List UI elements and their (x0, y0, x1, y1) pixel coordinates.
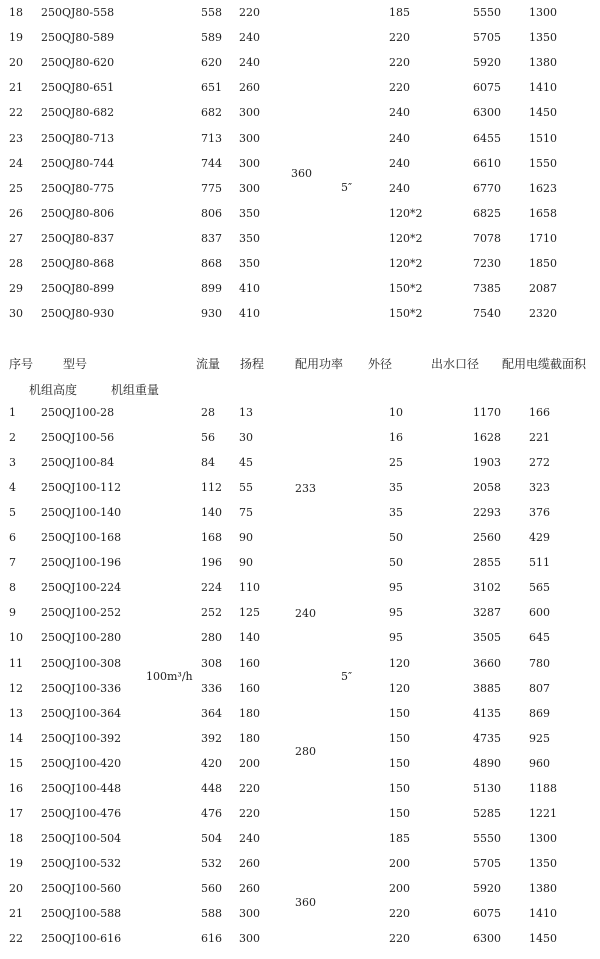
row-flow: 364 (201, 706, 222, 720)
row-flow: 620 (201, 56, 222, 70)
row-flow: 280 (201, 631, 222, 645)
row-outlet: 2058 (473, 481, 501, 495)
row-od: 220 (389, 31, 410, 45)
row-outlet: 6825 (473, 206, 501, 220)
table-row (0, 654, 600, 674)
row-od: 10 (389, 406, 403, 419)
row-outlet: 5920 (473, 881, 501, 895)
row-outlet: 3287 (473, 606, 501, 620)
row-flow: 589 (201, 31, 222, 45)
row-flow: 682 (201, 106, 222, 120)
row-outlet: 6300 (473, 106, 501, 120)
row-flow: 616 (201, 932, 222, 946)
row-cable: 1550 (529, 156, 557, 170)
row-head: 110 (239, 581, 260, 595)
table-row (0, 679, 600, 699)
row-flow: 713 (201, 131, 222, 145)
row-head: 125 (239, 606, 260, 620)
row-outlet: 1170 (473, 406, 501, 419)
row-head: 410 (239, 307, 260, 321)
row-od: 25 (389, 456, 403, 470)
row-flow: 448 (201, 781, 222, 795)
table-row (0, 103, 600, 123)
row-model: 250QJ100-392 (41, 731, 122, 745)
table-row (0, 204, 600, 224)
row-cable: 2320 (529, 307, 557, 321)
row-outlet: 4735 (473, 731, 501, 745)
row-outlet: 7078 (473, 231, 501, 245)
row-od: 240 (389, 181, 410, 195)
row-od: 120*2 (389, 206, 423, 220)
row-outlet: 6770 (473, 181, 501, 195)
row-cable: 780 (529, 656, 550, 670)
row-cable: 1380 (529, 881, 557, 895)
table-row (0, 129, 600, 149)
row-model: 250QJ100-616 (41, 932, 122, 946)
row-outlet: 6300 (473, 932, 501, 946)
table-row (0, 854, 600, 874)
row-cable: 1658 (529, 206, 557, 220)
row-no: 1 (9, 406, 16, 419)
row-od: 120 (389, 681, 410, 695)
row-cable: 429 (529, 531, 550, 545)
table-row (0, 779, 600, 799)
row-outlet: 7230 (473, 257, 501, 270)
row-od: 220 (389, 81, 410, 95)
row-od: 16 (389, 431, 403, 445)
row-head: 90 (239, 531, 253, 545)
row-model: 250QJ80-806 (41, 206, 115, 220)
header-power: 配用功率 (295, 357, 344, 371)
row-flow: 140 (201, 506, 222, 520)
row-no: 20 (9, 881, 23, 895)
row-no: 5 (9, 506, 16, 520)
row-outlet: 5705 (473, 856, 501, 870)
row-head: 220 (239, 6, 260, 19)
row-outlet: 7540 (473, 307, 501, 321)
row-no: 10 (9, 631, 23, 645)
row-cable: 1350 (529, 31, 557, 45)
table-row (0, 3, 600, 23)
row-outlet: 6610 (473, 156, 501, 170)
table-row (0, 804, 600, 824)
row-model: 250QJ100-448 (41, 781, 122, 795)
header-head: 扬程 (240, 357, 265, 371)
row-model: 250QJ100-308 (41, 656, 122, 670)
row-head: 300 (239, 907, 260, 920)
row-outlet: 5130 (473, 781, 501, 795)
row-head: 300 (239, 156, 260, 170)
row-head: 350 (239, 206, 260, 220)
row-flow: 476 (201, 806, 222, 820)
row-head: 260 (239, 856, 260, 870)
row-od: 95 (389, 581, 403, 595)
row-cable: 600 (529, 606, 550, 620)
table-row (0, 503, 600, 523)
row-cable: 1300 (529, 831, 557, 845)
row-cable: 1450 (529, 932, 557, 946)
table-row (0, 628, 600, 648)
row-model: 250QJ100-28 (41, 406, 115, 419)
row-no: 21 (9, 907, 23, 920)
row-cable: 1710 (529, 231, 557, 245)
row-head: 200 (239, 756, 260, 770)
row-od: 240 (389, 156, 410, 170)
row-flow: 532 (201, 856, 222, 870)
row-od: 35 (389, 481, 403, 495)
row-no: 20 (9, 56, 23, 70)
row-model: 250QJ100-196 (41, 556, 122, 570)
row-cable: 221 (529, 431, 550, 445)
row-od: 240 (389, 106, 410, 120)
row-flow: 84 (201, 456, 215, 470)
table-row (0, 279, 600, 299)
row-cable: 1850 (529, 257, 557, 270)
row-no: 28 (9, 257, 23, 270)
table-row (0, 304, 600, 324)
row-no: 7 (9, 556, 16, 570)
row-model: 250QJ80-558 (41, 6, 115, 19)
table-row (0, 553, 600, 573)
row-model: 250QJ100-532 (41, 856, 122, 870)
row-head: 300 (239, 106, 260, 120)
row-outlet: 5705 (473, 31, 501, 45)
row-flow: 775 (201, 181, 222, 195)
row-model: 250QJ80-589 (41, 31, 115, 45)
row-od: 200 (389, 881, 410, 895)
row-cable: 1510 (529, 131, 557, 145)
row-flow: 308 (201, 656, 222, 670)
row-od: 185 (389, 6, 410, 19)
row-head: 140 (239, 631, 260, 645)
header-od: 外径 (368, 357, 393, 371)
row-model: 250QJ80-651 (41, 81, 115, 95)
row-flow: 168 (201, 531, 222, 545)
row-outlet: 2855 (473, 556, 501, 570)
row-cable: 1300 (529, 6, 557, 19)
row-head: 160 (239, 681, 260, 695)
row-cable: 323 (529, 481, 550, 495)
row-outlet: 6075 (473, 81, 501, 95)
table-row (0, 829, 600, 849)
row-flow: 560 (201, 881, 222, 895)
row-head: 350 (239, 257, 260, 270)
row-od: 220 (389, 932, 410, 946)
row-od: 150*2 (389, 307, 423, 321)
row-outlet: 4890 (473, 756, 501, 770)
row-cable: 925 (529, 731, 550, 745)
row-cable: 645 (529, 631, 550, 645)
row-head: 240 (239, 56, 260, 70)
row-no: 11 (9, 656, 23, 670)
row-flow: 392 (201, 731, 222, 745)
row-od: 120 (389, 656, 410, 670)
row-model: 250QJ100-476 (41, 806, 122, 820)
table-row (0, 453, 600, 473)
row-cable: 960 (529, 756, 550, 770)
row-flow: 806 (201, 206, 222, 220)
row-no: 12 (9, 681, 23, 695)
row-outlet: 3102 (473, 581, 501, 595)
table-row (0, 179, 600, 199)
row-flow: 252 (201, 606, 222, 620)
row-no: 18 (9, 6, 23, 19)
row-model: 250QJ80-837 (41, 231, 115, 245)
row-cable: 376 (529, 506, 550, 520)
row-model: 250QJ100-168 (41, 531, 122, 545)
row-od: 120*2 (389, 231, 423, 245)
row-od: 95 (389, 631, 403, 645)
header-weight: 机组重量 (111, 383, 160, 397)
section2-power-group-4: 360 (295, 896, 316, 909)
row-model: 250QJ100-336 (41, 681, 122, 695)
section2-power-group-3: 280 (295, 745, 316, 758)
row-model: 250QJ100-252 (41, 606, 122, 620)
header-flow: 流量 (196, 357, 221, 371)
row-flow: 899 (201, 282, 222, 296)
row-no: 16 (9, 781, 23, 795)
row-outlet: 1903 (473, 456, 501, 470)
row-model: 250QJ100-364 (41, 706, 122, 720)
row-cable: 1380 (529, 56, 557, 70)
section2-outlet-merged: 5″ (341, 670, 353, 683)
table-row (0, 28, 600, 48)
row-model: 250QJ100-84 (41, 456, 115, 470)
row-flow: 837 (201, 231, 222, 245)
row-flow: 196 (201, 556, 222, 570)
row-cable: 565 (529, 581, 550, 595)
row-outlet: 7385 (473, 282, 501, 296)
row-outlet: 5920 (473, 56, 501, 70)
row-od: 120*2 (389, 257, 423, 270)
header-outlet: 出水口径 (431, 357, 480, 371)
row-cable: 1188 (529, 781, 557, 795)
row-no: 6 (9, 531, 16, 545)
row-cable: 511 (529, 556, 550, 570)
table-row (0, 929, 600, 949)
row-no: 22 (9, 932, 23, 946)
row-flow: 744 (201, 156, 222, 170)
row-outlet: 6455 (473, 131, 501, 145)
row-outlet: 3660 (473, 656, 501, 670)
row-model: 250QJ100-224 (41, 581, 122, 595)
row-no: 21 (9, 81, 23, 95)
row-head: 240 (239, 31, 260, 45)
header-height: 机组高度 (29, 383, 78, 397)
row-no: 17 (9, 806, 23, 820)
header-no: 序号 (9, 357, 34, 371)
table-row (0, 704, 600, 724)
row-model: 250QJ80-899 (41, 282, 115, 296)
row-no: 24 (9, 156, 23, 170)
row-flow: 651 (201, 81, 222, 95)
row-od: 185 (389, 831, 410, 845)
row-od: 200 (389, 856, 410, 870)
table-row (0, 428, 600, 448)
row-head: 300 (239, 181, 260, 195)
row-od: 150 (389, 781, 410, 795)
row-model: 250QJ80-713 (41, 131, 115, 145)
row-model: 250QJ100-420 (41, 756, 122, 770)
row-cable: 166 (529, 406, 550, 419)
section2-flow-unit-merged: 100m³/h (146, 670, 193, 683)
row-flow: 112 (201, 481, 222, 495)
row-head: 300 (239, 932, 260, 946)
row-no: 3 (9, 456, 16, 470)
row-no: 19 (9, 31, 23, 45)
row-head: 45 (239, 456, 253, 470)
table-row (0, 528, 600, 548)
row-od: 150 (389, 756, 410, 770)
row-no: 15 (9, 756, 23, 770)
row-od: 220 (389, 907, 410, 920)
row-model: 250QJ100-588 (41, 907, 122, 920)
row-no: 26 (9, 206, 23, 220)
row-no: 18 (9, 831, 23, 845)
row-flow: 224 (201, 581, 222, 595)
row-no: 30 (9, 307, 23, 321)
row-no: 27 (9, 231, 23, 245)
row-model: 250QJ80-930 (41, 307, 115, 321)
row-no: 9 (9, 606, 16, 620)
row-outlet: 5550 (473, 831, 501, 845)
row-od: 240 (389, 131, 410, 145)
row-od: 150 (389, 731, 410, 745)
row-no: 13 (9, 706, 23, 720)
row-head: 160 (239, 656, 260, 670)
header-model: 型号 (63, 357, 88, 371)
row-head: 90 (239, 556, 253, 570)
row-model: 250QJ100-504 (41, 831, 122, 845)
row-flow: 588 (201, 907, 222, 920)
row-head: 300 (239, 131, 260, 145)
row-cable: 272 (529, 456, 550, 470)
row-head: 220 (239, 806, 260, 820)
row-head: 30 (239, 431, 253, 445)
row-head: 260 (239, 881, 260, 895)
table-row (0, 403, 600, 423)
row-model: 250QJ100-140 (41, 506, 122, 520)
row-flow: 28 (201, 406, 215, 419)
row-outlet: 2293 (473, 506, 501, 520)
row-outlet: 1628 (473, 431, 501, 445)
row-model: 250QJ80-744 (41, 156, 115, 170)
row-flow: 420 (201, 756, 222, 770)
row-outlet: 3505 (473, 631, 501, 645)
row-cable: 1221 (529, 806, 557, 820)
row-cable: 1410 (529, 81, 557, 95)
row-outlet: 2560 (473, 531, 501, 545)
row-head: 13 (239, 406, 253, 419)
row-head: 75 (239, 506, 253, 520)
row-no: 23 (9, 131, 23, 145)
row-no: 19 (9, 856, 23, 870)
row-no: 8 (9, 581, 16, 595)
table-row (0, 229, 600, 249)
row-head: 180 (239, 706, 260, 720)
section2-power-group-2: 240 (295, 607, 316, 620)
table-row (0, 578, 600, 598)
section1-power-merged: 360 (291, 167, 312, 180)
row-model: 250QJ80-868 (41, 257, 115, 270)
header-cable: 配用电缆截面积 (502, 357, 587, 371)
row-cable: 807 (529, 681, 550, 695)
row-no: 4 (9, 481, 16, 495)
row-cable: 869 (529, 706, 550, 720)
row-outlet: 4135 (473, 706, 501, 720)
row-head: 220 (239, 781, 260, 795)
row-od: 50 (389, 556, 403, 570)
table-row (0, 53, 600, 73)
row-od: 150 (389, 806, 410, 820)
row-model: 250QJ100-280 (41, 631, 122, 645)
row-cable: 2087 (529, 282, 557, 296)
row-head: 410 (239, 282, 260, 296)
row-flow: 336 (201, 681, 222, 695)
row-head: 260 (239, 81, 260, 95)
row-model: 250QJ100-560 (41, 881, 122, 895)
row-flow: 504 (201, 831, 222, 845)
row-od: 150*2 (389, 282, 423, 296)
row-outlet: 5285 (473, 806, 501, 820)
row-od: 35 (389, 506, 403, 520)
row-od: 50 (389, 531, 403, 545)
row-no: 29 (9, 282, 23, 296)
row-no: 14 (9, 731, 23, 745)
row-od: 95 (389, 606, 403, 620)
section2-power-group-1: 233 (295, 482, 316, 495)
row-outlet: 5550 (473, 6, 501, 19)
row-flow: 930 (201, 307, 222, 321)
row-flow: 56 (201, 431, 215, 445)
row-outlet: 3885 (473, 681, 501, 695)
row-od: 220 (389, 56, 410, 70)
row-model: 250QJ80-620 (41, 56, 115, 70)
row-head: 180 (239, 731, 260, 745)
row-cable: 1450 (529, 106, 557, 120)
row-outlet: 6075 (473, 907, 501, 920)
row-cable: 1410 (529, 907, 557, 920)
row-model: 250QJ100-112 (41, 481, 122, 495)
row-od: 150 (389, 706, 410, 720)
row-model: 250QJ80-775 (41, 181, 115, 195)
row-no: 2 (9, 431, 16, 445)
row-no: 25 (9, 181, 23, 195)
row-head: 350 (239, 231, 260, 245)
row-model: 250QJ100-56 (41, 431, 115, 445)
row-flow: 868 (201, 257, 222, 270)
row-flow: 558 (201, 6, 222, 19)
row-no: 22 (9, 106, 23, 120)
section1-outlet-merged: 5″ (341, 181, 353, 194)
table-row (0, 254, 600, 274)
row-head: 55 (239, 481, 253, 495)
table-row (0, 78, 600, 98)
row-cable: 1350 (529, 856, 557, 870)
row-model: 250QJ80-682 (41, 106, 115, 120)
row-cable: 1623 (529, 181, 557, 195)
row-head: 240 (239, 831, 260, 845)
